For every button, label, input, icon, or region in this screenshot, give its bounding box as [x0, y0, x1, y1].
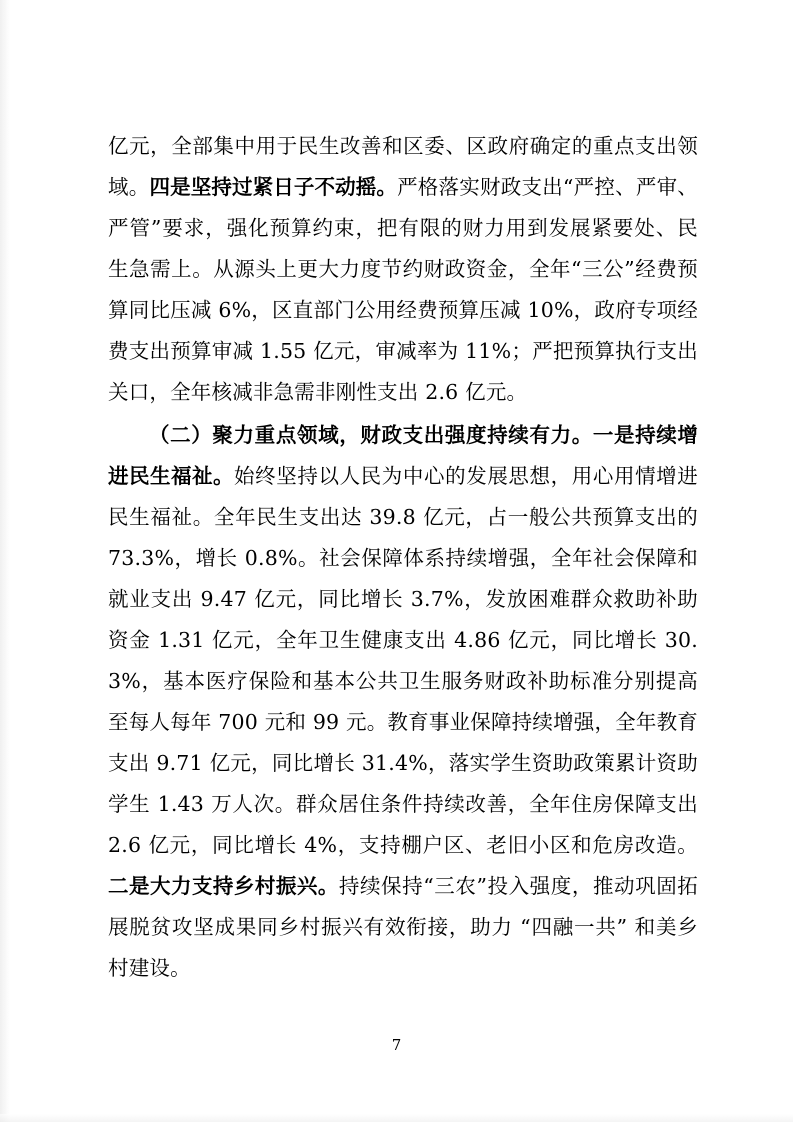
- scan-edge-shadow-left: [0, 0, 10, 1122]
- text-run: 始终坚持以人民为中心的发展思想，用心用情增进民生福祉。全年民生支出达 39.8 亿元，占一般公共预算支出的 73.3%，增长 0.8%。社会保障体系持续增强，全年社会保障和就业支出 9.47 亿元，同比增长 3.7%，发放困难群众救助补助资金 1.31 亿元，全年卫生健康支出 4.86 亿元，同比增长 30.3%，基本医疗保险和基本公共卫生服务财政补助标准分别提高至每人每年 700 元和 99 元。教育事业保障持续增强，全年教育支出 9.71 亿元，同比增长 31.4%，落实学生资助政策累计资助学生 1.43 万人次。群众居住条件持续改善，全年住房保障支出 2.6 亿元，同比增长 4%，支持棚户区、老旧小区和危房改造。: [108, 464, 698, 857]
- body-paragraph-1: [108, 126, 698, 413]
- scan-edge-shadow-bottom: [0, 1114, 793, 1122]
- body-paragraph-2: [108, 415, 698, 989]
- text-run: 亿元，全部集中用于民生改善和区委、区政府确定的重点支出领域。: [108, 134, 698, 199]
- text-run: 严格落实财政支出“严控、严审、严管”要求，强化预算约束，把有限的财力用到发展紧要处、民生急需上。从源头上更大力度节约财政资金，全年“三公”经费预算同比压减 6%，区直部门公用经费预算压减 10%，政府专项经费支出预算审减 1.55 亿元，审减率为 11%；严把预算执行支出关口，全年核减非急需非刚性支出 2.6 亿元。: [108, 175, 698, 404]
- text-run: 四是坚持过紧日子不动摇。: [149, 175, 398, 199]
- page-number: 7: [391, 1036, 402, 1054]
- text-run: 持续保持“三农”投入强度，推动巩固拓展脱贫攻坚成果同乡村振兴有效衔接，助力 “四融一共” 和美乡村建设。: [108, 874, 698, 980]
- text-run: （二）聚力重点领域，财政支出强度持续有力。一是持续增进民生福祉。: [108, 423, 698, 488]
- text-run: 二是大力支持乡村振兴。: [108, 874, 339, 898]
- document-body: [108, 126, 698, 991]
